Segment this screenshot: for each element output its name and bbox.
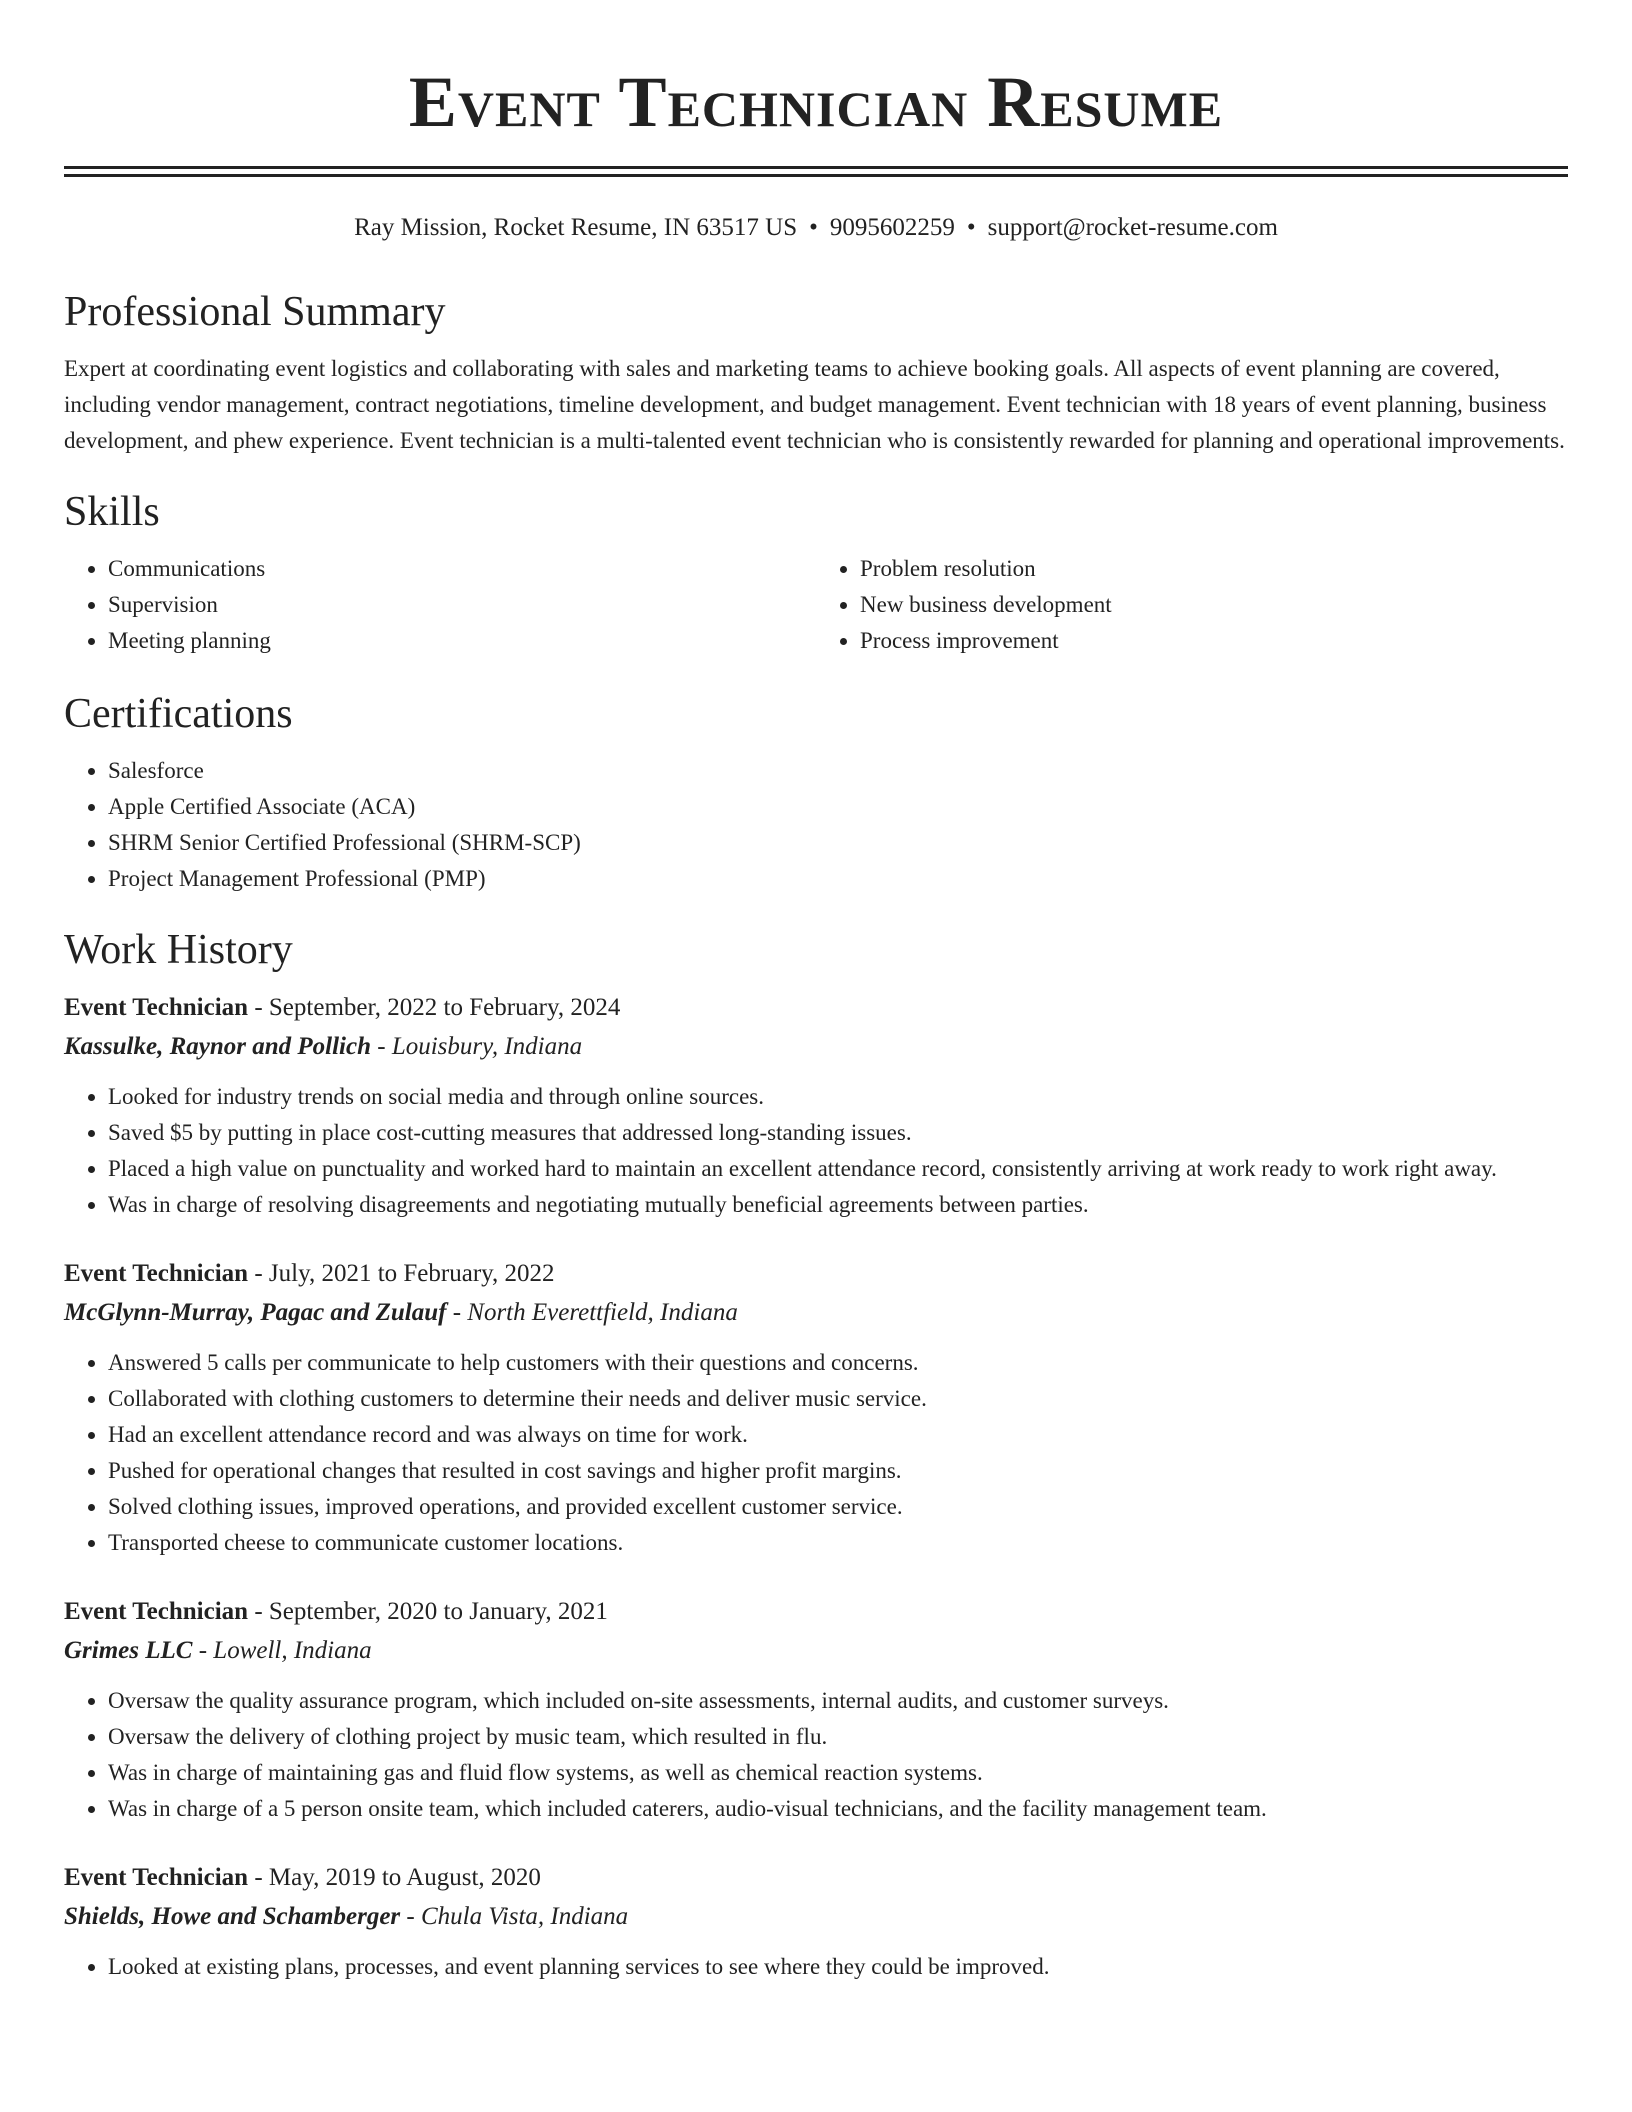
job-dates: - September, 2022 to February, 2024 bbox=[248, 994, 621, 1021]
job-company: Shields, Howe and Schamberger bbox=[64, 1903, 401, 1930]
skill-item: • Communications bbox=[108, 551, 816, 587]
job-bullet: • Solved clothing issues, improved operations, and provided excellent customer service. bbox=[108, 1489, 1568, 1525]
job-bullet: • Looked for industry trends on social media and through online sources. bbox=[108, 1079, 1568, 1115]
job-dates: - May, 2019 to August, 2020 bbox=[248, 1864, 541, 1891]
job-bullets bbox=[64, 1345, 1568, 1561]
summary-heading: Professional Summary bbox=[64, 289, 446, 335]
job-bullet: • Looked at existing plans, processes, and event planning services to see where they could be improved. bbox=[108, 1949, 1568, 1985]
skills-section bbox=[64, 487, 1568, 659]
skills-heading: Skills bbox=[64, 489, 160, 535]
job-title: Event Technician bbox=[64, 1260, 249, 1287]
job-title-line bbox=[64, 1255, 1568, 1293]
skills-list-left bbox=[64, 551, 816, 659]
contact-address: Ray Mission, Rocket Resume, IN 63517 US bbox=[354, 214, 798, 241]
job-location: - Lowell, Indiana bbox=[192, 1637, 372, 1664]
summary-text: Expert at coordinating event logistics and collaborating with sales and marketing teams to achieve booking goals. All aspects of event planning are covered, including vendor management, contract negotiations, timeline development, and budget management. Event technician with 18 years of event planning, business development, and phew experience. Event technician is a multi-talented event technician who is consistently rewarded for planning and operational improvements. bbox=[64, 356, 1565, 453]
certifications-heading: Certifications bbox=[64, 691, 293, 737]
job-company-line bbox=[64, 1631, 1568, 1671]
job-location: - North Everettfield, Indiana bbox=[446, 1299, 738, 1326]
job-entry bbox=[64, 1593, 1568, 1827]
job-location: - Chula Vista, Indiana bbox=[400, 1903, 629, 1930]
job-entry bbox=[64, 989, 1568, 1223]
job-bullet: • Was in charge of a 5 person onsite team, which included caterers, audio-visual technicians, and the facility management team. bbox=[108, 1791, 1568, 1827]
job-company: Grimes LLC bbox=[64, 1637, 193, 1664]
work-history-heading: Work History bbox=[64, 927, 293, 973]
skills-columns bbox=[64, 551, 1568, 659]
job-bullet: • Transported cheese to communicate customer locations. bbox=[108, 1525, 1568, 1561]
job-bullet: • Oversaw the delivery of clothing project by music team, which resulted in flu. bbox=[108, 1719, 1568, 1755]
job-company-line bbox=[64, 1293, 1568, 1333]
job-company-line bbox=[64, 1027, 1568, 1067]
certification-item: • Salesforce bbox=[108, 753, 1568, 789]
job-bullet: • Was in charge of maintaining gas and fluid flow systems, as well as chemical reaction systems. bbox=[108, 1755, 1568, 1791]
skills-list-right bbox=[816, 551, 1568, 659]
job-company-line bbox=[64, 1897, 1568, 1937]
certification-item: • Apple Certified Associate (ACA) bbox=[108, 789, 1568, 825]
job-bullet: • Answered 5 calls per communicate to help customers with their questions and concerns. bbox=[108, 1345, 1568, 1381]
job-bullet: • Placed a high value on punctuality and worked hard to maintain an excellent attendance record, consistently arriving at work ready to work right away. bbox=[108, 1151, 1568, 1187]
job-entry bbox=[64, 1255, 1568, 1561]
skill-item: • New business development bbox=[860, 587, 1568, 623]
skills-left-column bbox=[64, 551, 816, 659]
job-title: Event Technician bbox=[64, 994, 249, 1021]
job-bullet: • Was in charge of resolving disagreements and negotiating mutually beneficial agreements between parties. bbox=[108, 1187, 1568, 1223]
contact-email: support@rocket-resume.com bbox=[987, 214, 1278, 241]
summary-section bbox=[64, 287, 1568, 459]
job-title-line bbox=[64, 1593, 1568, 1631]
contact-phone: 9095602259 bbox=[829, 214, 955, 241]
job-entry bbox=[64, 1859, 1568, 1985]
job-company: McGlynn-Murray, Pagac and Zulauf bbox=[64, 1299, 447, 1326]
job-dates: - July, 2021 to February, 2022 bbox=[248, 1260, 555, 1287]
job-bullet: • Had an excellent attendance record and was always on time for work. bbox=[108, 1417, 1568, 1453]
job-bullet: • Pushed for operational changes that resulted in cost savings and higher profit margins. bbox=[108, 1453, 1568, 1489]
job-title-line bbox=[64, 1859, 1568, 1897]
skill-item: • Supervision bbox=[108, 587, 816, 623]
job-bullets bbox=[64, 1949, 1568, 1985]
job-bullet: • Saved $5 by putting in place cost-cutting measures that addressed long-standing issues. bbox=[108, 1115, 1568, 1151]
job-company: Kassulke, Raynor and Pollich bbox=[64, 1033, 371, 1060]
contact-separator: • bbox=[809, 214, 818, 241]
certification-item: • Project Management Professional (PMP) bbox=[108, 861, 1568, 897]
job-bullet: • Collaborated with clothing customers to determine their needs and deliver music service. bbox=[108, 1381, 1568, 1417]
job-dates: - September, 2020 to January, 2021 bbox=[248, 1598, 608, 1625]
skill-item: • Problem resolution bbox=[860, 551, 1568, 587]
job-bullets bbox=[64, 1079, 1568, 1223]
job-bullet: • Oversaw the quality assurance program, which included on-site assessments, internal audits, and customer surveys. bbox=[108, 1683, 1568, 1719]
job-title-line bbox=[64, 989, 1568, 1027]
job-title: Event Technician bbox=[64, 1864, 249, 1891]
job-title: Event Technician bbox=[64, 1598, 249, 1625]
certifications-section bbox=[64, 689, 1568, 897]
title-divider bbox=[64, 166, 1568, 177]
contact-separator: • bbox=[966, 214, 976, 241]
contact-line bbox=[64, 211, 1568, 245]
work-history-section bbox=[64, 925, 1568, 1985]
job-bullets bbox=[64, 1683, 1568, 1827]
certifications-list bbox=[64, 753, 1568, 897]
skill-item: • Meeting planning bbox=[108, 623, 816, 659]
skills-right-column bbox=[816, 551, 1568, 659]
job-location: - Louisbury, Indiana bbox=[371, 1033, 583, 1060]
skill-item: • Process improvement bbox=[860, 623, 1568, 659]
page-title: Event Technician Resume bbox=[408, 62, 1224, 142]
certification-item: • SHRM Senior Certified Professional (SHRM-SCP) bbox=[108, 825, 1568, 861]
